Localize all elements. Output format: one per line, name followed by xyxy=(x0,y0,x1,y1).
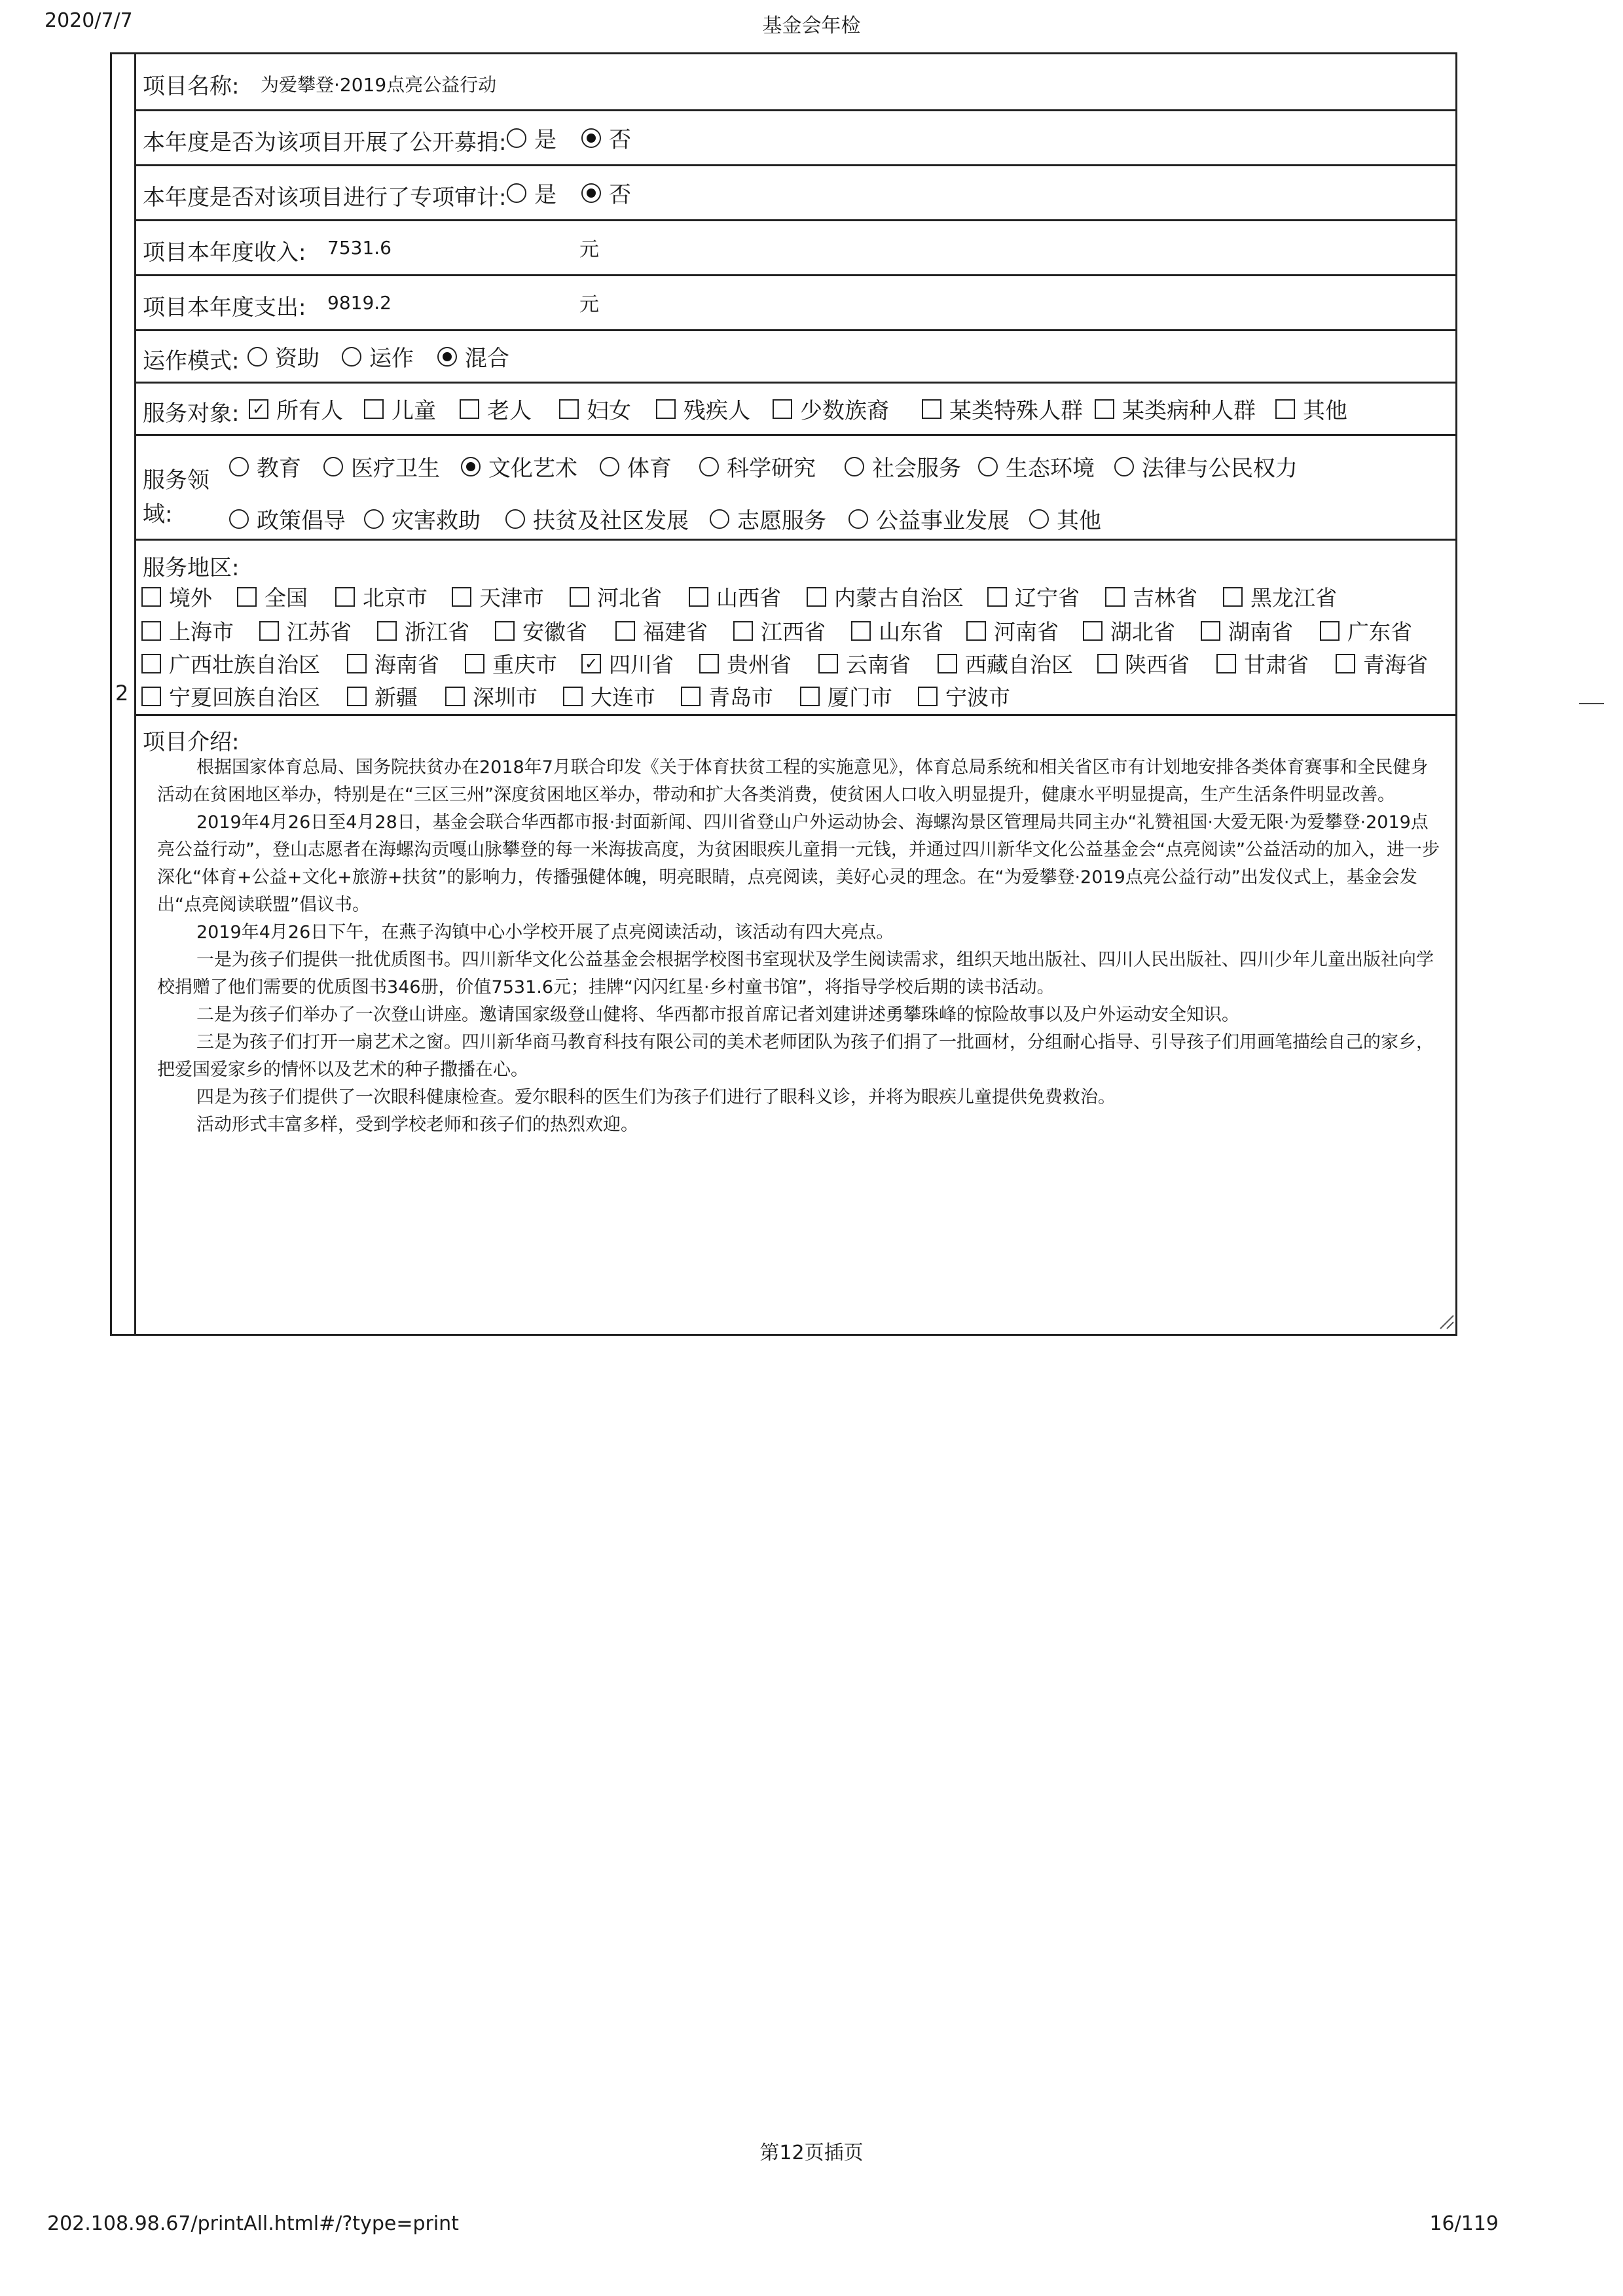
field-public-welfare[interactable]: 公益事业发展 xyxy=(848,503,1010,535)
region-inner-mongolia[interactable]: 内蒙古自治区 xyxy=(807,581,964,612)
checkbox-icon xyxy=(141,687,161,706)
checkbox-icon xyxy=(922,399,941,419)
radio-icon xyxy=(699,457,719,476)
target-elderly[interactable]: 老人 xyxy=(460,393,532,425)
mode-option-mixed[interactable]: 混合 xyxy=(437,340,509,372)
region-hainan[interactable]: 海南省 xyxy=(347,648,439,679)
checkbox-icon xyxy=(987,587,1007,607)
checkbox-icon xyxy=(237,587,257,607)
field-science[interactable]: 科学研究 xyxy=(699,450,816,482)
checkbox-icon xyxy=(733,621,753,641)
target-children[interactable]: 儿童 xyxy=(364,393,436,425)
field-volunteer-services[interactable]: 志愿服务 xyxy=(710,503,826,535)
region-jiangsu[interactable]: 江苏省 xyxy=(259,615,352,646)
checkbox-icon xyxy=(141,621,161,641)
intro-paragraph: 四是为孩子们提供了一次眼科健康检查。爱尔眼科的医生们为孩子们进行了眼科义诊，并将为眼疾儿童提供免费救治。 xyxy=(196,1087,1116,1107)
region-guangdong[interactable]: 广东省 xyxy=(1320,615,1412,646)
checkbox-icon xyxy=(465,654,484,673)
checkbox-icon xyxy=(445,687,465,706)
checkbox-icon xyxy=(1097,654,1117,673)
region-hebei[interactable]: 河北省 xyxy=(570,581,662,612)
radio-icon xyxy=(845,457,864,476)
service-fields-label-line1: 服务领 xyxy=(143,467,210,493)
region-anhui[interactable]: 安徽省 xyxy=(495,615,587,646)
intro-label: 项目介绍: xyxy=(143,729,240,755)
row-operation-mode xyxy=(136,331,1457,384)
service-fields-label-line2: 域: xyxy=(143,501,173,528)
checkbox-checked-icon: ✓ xyxy=(249,399,268,419)
checkbox-icon xyxy=(141,587,161,607)
checkbox-icon xyxy=(938,654,957,673)
radio-icon xyxy=(710,509,729,529)
region-xinjiang[interactable]: 新疆 xyxy=(347,681,418,711)
checkbox-icon xyxy=(818,654,838,673)
region-henan[interactable]: 河南省 xyxy=(966,615,1059,646)
audit-yes[interactable]: 是 xyxy=(507,177,556,209)
region-shenzhen[interactable]: 深圳市 xyxy=(445,681,538,711)
checkbox-icon xyxy=(259,621,279,641)
checkbox-icon xyxy=(495,621,515,641)
field-education[interactable]: 教育 xyxy=(229,450,301,482)
region-shaanxi[interactable]: 陕西省 xyxy=(1097,648,1190,679)
field-ecology[interactable]: 生态环境 xyxy=(978,450,1095,482)
income-unit: 元 xyxy=(579,238,599,261)
region-zhejiang[interactable]: 浙江省 xyxy=(377,615,469,646)
region-jilin[interactable]: 吉林省 xyxy=(1105,581,1197,612)
checkbox-icon xyxy=(1095,399,1114,419)
checkbox-checked-icon: ✓ xyxy=(581,654,601,673)
intro-paragraph: 2019年4月26日下午，在燕子沟镇中心小学校开展了点亮阅读活动，该活动有四大亮点。 xyxy=(196,922,894,942)
region-heilongjiang[interactable]: 黑龙江省 xyxy=(1223,581,1337,612)
region-fujian[interactable]: 福建省 xyxy=(615,615,708,646)
radio-icon xyxy=(1114,457,1134,476)
checkbox-icon xyxy=(1105,587,1125,607)
region-guangxi[interactable]: 广西壮族自治区 xyxy=(141,648,320,679)
target-ethnic-minorities[interactable]: 少数族裔 xyxy=(773,393,889,425)
checkbox-icon xyxy=(966,621,986,641)
region-gansu[interactable]: 甘肃省 xyxy=(1216,648,1309,679)
radio-icon xyxy=(229,457,249,476)
checkbox-icon xyxy=(807,587,826,607)
checkbox-icon xyxy=(656,399,676,419)
region-dalian[interactable]: 大连市 xyxy=(563,681,655,711)
page-title: 基金会年检 xyxy=(762,14,861,37)
checkbox-icon xyxy=(377,621,397,641)
region-jiangxi[interactable]: 江西省 xyxy=(733,615,826,646)
checkbox-icon xyxy=(851,621,871,641)
region-ningbo[interactable]: 宁波市 xyxy=(918,681,1010,711)
insert-page-label: 第12页插页 xyxy=(759,2142,864,2164)
audit-label: 本年度是否对该项目进行了专项审计: xyxy=(143,185,507,211)
checkbox-icon xyxy=(570,587,589,607)
expense-value: 9819.2 xyxy=(327,292,392,314)
checkbox-icon xyxy=(699,654,719,673)
radio-icon xyxy=(323,457,343,476)
radio-icon xyxy=(1029,509,1049,529)
region-guizhou[interactable]: 贵州省 xyxy=(699,648,792,679)
checkbox-icon xyxy=(563,687,583,706)
intro-paragraph: 根据国家体育总局、国务院扶贫办在2018年7月联合印发《关于体育扶贫工程的实施意见》，体育总局系统和相关省区市有计划地安排各类体育赛事和全民健身活动在贫困地区举办，特别是在“三区三州”深度贫困地区举办，带动和扩大各类消费，使贫困人口收入明显提升，健康水平明显提高，生产生活条件明显改善。 xyxy=(157,757,1429,805)
project-name-label: 项目名称: xyxy=(143,73,240,99)
target-other[interactable]: 其他 xyxy=(1275,393,1347,425)
fundraising-yes[interactable]: 是 xyxy=(507,122,556,154)
expense-label: 项目本年度支出: xyxy=(143,295,306,321)
checkbox-icon xyxy=(918,687,938,706)
region-nationwide[interactable]: 全国 xyxy=(237,581,308,612)
target-special-groups[interactable]: 某类特殊人群 xyxy=(922,393,1083,425)
region-shanghai[interactable]: 上海市 xyxy=(141,615,234,646)
checkbox-icon xyxy=(800,687,820,706)
service-regions-label: 服务地区: xyxy=(143,555,240,581)
region-xiamen[interactable]: 厦门市 xyxy=(800,681,892,711)
region-hunan[interactable]: 湖南省 xyxy=(1201,615,1293,646)
region-qingdao[interactable]: 青岛市 xyxy=(681,681,773,711)
region-overseas[interactable]: 境外 xyxy=(141,581,212,612)
radio-icon xyxy=(507,128,526,148)
checkbox-icon xyxy=(1336,654,1355,673)
checkbox-icon xyxy=(1223,587,1243,607)
field-policy-advocacy[interactable]: 政策倡导 xyxy=(229,503,346,535)
service-targets-label: 服务对象: xyxy=(143,401,240,427)
region-shandong[interactable]: 山东省 xyxy=(851,615,943,646)
radio-icon xyxy=(600,457,619,476)
margin-mark xyxy=(1579,703,1604,704)
resize-handle-icon[interactable] xyxy=(1438,1313,1455,1330)
radio-selected-icon xyxy=(581,128,601,148)
checkbox-icon xyxy=(773,399,792,419)
radio-icon xyxy=(247,347,267,367)
region-qinghai[interactable]: 青海省 xyxy=(1336,648,1428,679)
radio-icon xyxy=(364,509,384,529)
fundraising-no[interactable]: 否 xyxy=(581,122,631,154)
print-date: 2020/7/7 xyxy=(45,9,133,32)
radio-selected-icon xyxy=(437,347,457,367)
field-sports[interactable]: 体育 xyxy=(600,450,672,482)
intro-paragraph: 二是为孩子们举办了一次登山讲座。邀请国家级登山健将、华西都市报首席记者刘建讲述勇攀珠峰的惊险故事以及户外运动安全知识。 xyxy=(196,1005,1239,1025)
checkbox-icon xyxy=(1083,621,1103,641)
checkbox-icon xyxy=(615,621,635,641)
audit-no[interactable]: 否 xyxy=(581,177,631,209)
region-tibet[interactable]: 西藏自治区 xyxy=(938,648,1073,679)
checkbox-icon xyxy=(559,399,579,419)
field-other[interactable]: 其他 xyxy=(1029,503,1101,535)
region-ningxia[interactable]: 宁夏回族自治区 xyxy=(141,681,320,711)
checkbox-icon xyxy=(364,399,384,419)
radio-icon xyxy=(505,509,525,529)
target-everyone[interactable]: ✓ 所有人 xyxy=(249,393,343,425)
checkbox-icon xyxy=(681,687,701,706)
checkbox-icon xyxy=(335,587,355,607)
field-culture-arts[interactable]: 文化艺术 xyxy=(461,450,577,482)
target-disabled[interactable]: 残疾人 xyxy=(656,393,750,425)
checkbox-icon xyxy=(460,399,479,419)
income-label: 项目本年度收入: xyxy=(143,240,306,266)
checkbox-icon xyxy=(141,654,161,673)
target-disease-groups[interactable]: 某类病种人群 xyxy=(1095,393,1256,425)
intro-paragraph: 一是为孩子们提供一批优质图书。四川新华文化公益基金会根据学校图书室现状及学生阅读需求，组织天地出版社、四川人民出版社、四川少年儿童出版社向学校捐赠了他们需要的优质图书346册，价值7531.6元；挂牌“闪闪红星·乡村童书馆”，将指导学校后期的读书活动。 xyxy=(157,950,1434,997)
checkbox-icon xyxy=(347,654,367,673)
intro-paragraph: 三是为孩子们打开一扇艺术之窗。四川新华商马教育科技有限公司的美术老师团队为孩子们捐了一批画材，分组耐心指导、引导孩子们用画笔描绘自己的家乡，把爱国爱家乡的情怀以及艺术的种子撒播在心。 xyxy=(157,1032,1434,1080)
print-url: 202.108.98.67/printAll.html#/?type=print xyxy=(47,2212,459,2235)
checkbox-icon xyxy=(347,687,367,706)
region-beijing[interactable]: 北京市 xyxy=(335,581,428,612)
expense-unit: 元 xyxy=(579,293,599,316)
checkbox-icon xyxy=(1275,399,1295,419)
fundraising-label: 本年度是否为该项目开展了公开募捐: xyxy=(143,130,507,156)
radio-selected-icon xyxy=(581,183,601,203)
radio-icon xyxy=(229,509,249,529)
income-value: 7531.6 xyxy=(327,237,392,259)
field-poverty-community[interactable]: 扶贫及社区发展 xyxy=(505,503,689,535)
region-liaoning[interactable]: 辽宁省 xyxy=(987,581,1080,612)
mode-option-operation[interactable]: 运作 xyxy=(342,340,414,372)
checkbox-icon xyxy=(1320,621,1340,641)
region-tianjin[interactable]: 天津市 xyxy=(452,581,544,612)
region-sichuan[interactable]: ✓ 四川省 xyxy=(581,648,674,679)
radio-icon xyxy=(978,457,998,476)
region-hubei[interactable]: 湖北省 xyxy=(1083,615,1175,646)
page-counter: 16/119 xyxy=(1429,2212,1499,2235)
radio-icon xyxy=(507,183,526,203)
checkbox-icon xyxy=(452,587,471,607)
intro-paragraph: 2019年4月26日至4月28日，基金会联合华西都市报·封面新闻、四川省登山户外运动协会、海螺沟景区管理局共同主办“礼赞祖国·大爱无限·为爱攀登·2019点亮公益行动”，登山志愿者在海螺沟贡嘎山脉攀登的每一米海拔高度，为贫困眼疾儿童捐一元钱，并通过四川新华文化公益基金会“点亮阅读”公益活动的加入，进一步深化“体育+公益+文化+旅游+扶贫”的影响力，传播强健体魄，明亮眼睛，点亮阅读，美好心灵的理念。在“为爱攀登·2019点亮公益行动”出发仪式上，基金会发出“点亮阅读联盟”倡议书。 xyxy=(157,812,1440,915)
radio-icon xyxy=(342,347,361,367)
row-number: 2 xyxy=(115,681,129,706)
intro-paragraph: 活动形式丰富多样，受到学校老师和孩子们的热烈欢迎。 xyxy=(196,1115,638,1135)
radio-selected-icon xyxy=(461,457,481,476)
region-shanxi[interactable]: 山西省 xyxy=(689,581,781,612)
checkbox-icon xyxy=(1216,654,1236,673)
radio-icon xyxy=(848,509,868,529)
checkbox-icon xyxy=(689,587,708,607)
region-yunnan[interactable]: 云南省 xyxy=(818,648,911,679)
operation-mode-label: 运作模式: xyxy=(143,348,240,374)
region-chongqing[interactable]: 重庆市 xyxy=(465,648,557,679)
target-women[interactable]: 妇女 xyxy=(559,393,631,425)
mode-option-funding[interactable]: 资助 xyxy=(247,340,319,372)
field-healthcare[interactable]: 医疗卫生 xyxy=(323,450,440,482)
field-social-services[interactable]: 社会服务 xyxy=(845,450,961,482)
field-law-civil-rights[interactable]: 法律与公民权力 xyxy=(1114,450,1298,482)
project-name-value: 为爱攀登·2019点亮公益行动 xyxy=(261,74,497,96)
field-disaster-relief[interactable]: 灾害救助 xyxy=(364,503,481,535)
intro-text xyxy=(157,754,1440,1139)
checkbox-icon xyxy=(1201,621,1220,641)
